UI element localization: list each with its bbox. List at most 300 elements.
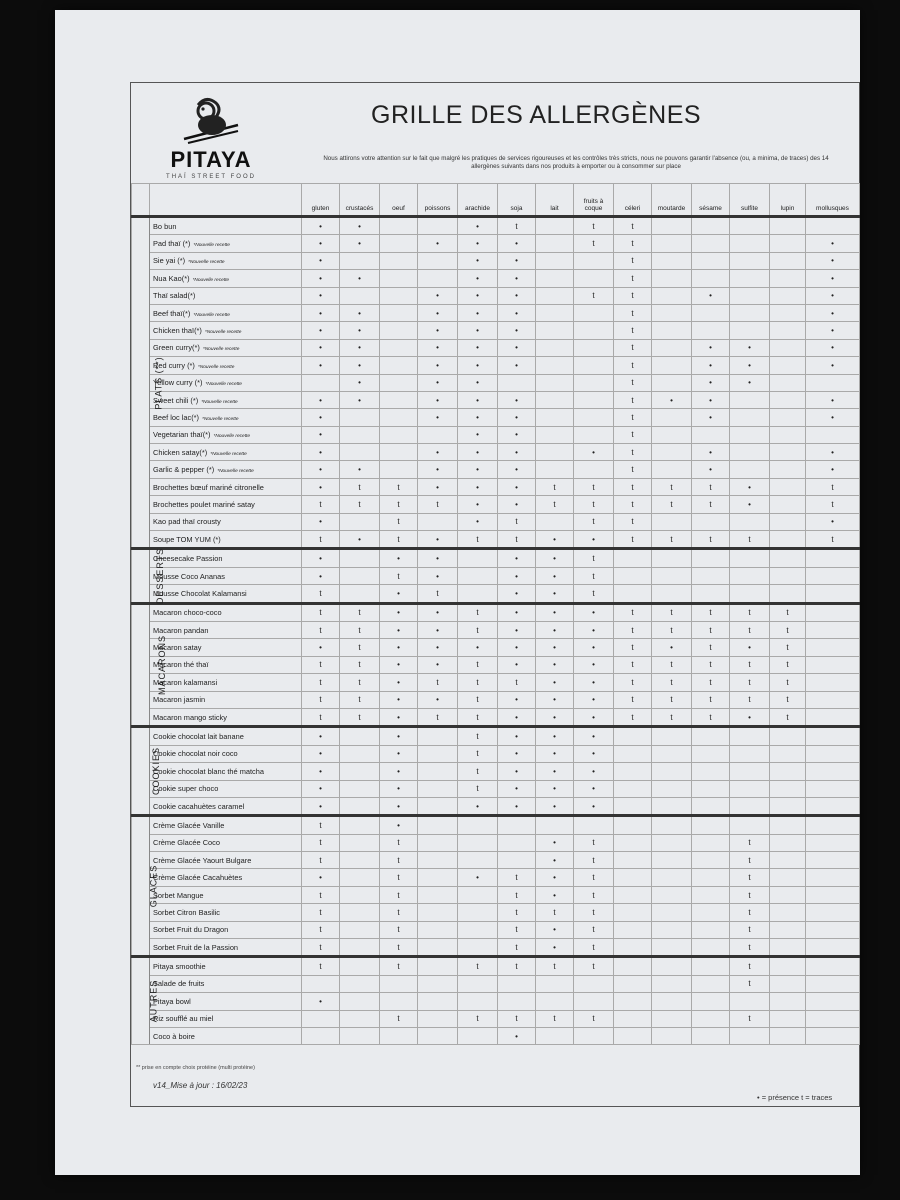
allergen-cell (806, 374, 860, 391)
allergen-cell: t (340, 674, 380, 691)
allergen-cell: t (614, 603, 652, 621)
allergen-cell: t (614, 426, 652, 443)
section-label (132, 217, 164, 549)
allergen-cell (652, 886, 692, 903)
allergen-cell: t (498, 1010, 536, 1027)
allergen-cell: t (614, 252, 652, 269)
allergen-cell: • (302, 639, 340, 656)
allergen-cell: • (498, 357, 536, 374)
allergen-cell: t (806, 496, 860, 513)
allergen-cell: • (380, 585, 418, 603)
table-row (132, 708, 860, 726)
table-row (132, 763, 860, 780)
allergen-cell: • (302, 322, 340, 339)
allergen-cell: • (806, 391, 860, 408)
product-name (150, 957, 302, 975)
allergen-cell: t (614, 691, 652, 708)
allergen-cell (730, 391, 770, 408)
allergen-cell: t (574, 886, 614, 903)
allergen-cell (418, 834, 458, 851)
allergen-cell (770, 852, 806, 869)
allergen-cell: • (574, 621, 614, 638)
allergen-cell: t (652, 478, 692, 495)
product-label: Macaron pandan (153, 625, 209, 635)
allergen-cell: • (418, 235, 458, 252)
allergen-cell (806, 549, 860, 567)
allergen-cell: t (340, 708, 380, 726)
allergen-cell (574, 461, 614, 478)
allergen-cell: t (380, 939, 418, 957)
allergen-cell: • (380, 797, 418, 815)
allergen-cell: t (302, 691, 340, 708)
product-name (150, 763, 302, 780)
allergen-cell (380, 270, 418, 287)
allergen-cell: t (574, 287, 614, 304)
allergen-cell: • (418, 567, 458, 584)
allergen-cell (770, 797, 806, 815)
allergen-cell: • (418, 639, 458, 656)
allergen-cell: • (692, 409, 730, 426)
allergen-cell: • (574, 674, 614, 691)
product-name (150, 426, 302, 443)
allergen-cell: • (730, 339, 770, 356)
allergen-cell (458, 886, 498, 903)
allergen-cell (806, 852, 860, 869)
allergen-cell (692, 745, 730, 762)
allergen-cell (652, 374, 692, 391)
table-row (132, 252, 860, 269)
allergen-cell (770, 886, 806, 903)
allergen-cell: t (498, 904, 536, 921)
allergen-cell: • (806, 235, 860, 252)
table-row (132, 834, 860, 851)
allergen-cell: t (340, 478, 380, 495)
allergen-cell (418, 270, 458, 287)
allergen-cell: • (806, 444, 860, 461)
allergen-cell (770, 339, 806, 356)
allergen-cell (730, 409, 770, 426)
allergen-cell (536, 235, 574, 252)
allergen-cell (536, 339, 574, 356)
new-recipe-note: *Nouvelle recette (210, 451, 247, 457)
allergen-cell: • (536, 656, 574, 673)
allergen-cell (652, 287, 692, 304)
allergen-cell: t (770, 708, 806, 726)
product-label: Yellow curry (*) (153, 378, 203, 388)
allergen-cell (614, 797, 652, 815)
allergen-cell: • (806, 287, 860, 304)
allergen-cell: t (614, 656, 652, 673)
allergen-cell: t (652, 621, 692, 638)
allergen-cell: t (730, 674, 770, 691)
allergen-cell: t (498, 939, 536, 957)
table-row (132, 656, 860, 673)
column-header: soja (498, 184, 536, 217)
allergen-cell (806, 921, 860, 938)
allergen-cell (418, 217, 458, 235)
allergen-cell (418, 780, 458, 797)
product-label: Salade de fruits (153, 979, 205, 989)
allergen-cell: • (536, 567, 574, 584)
allergen-cell: t (692, 708, 730, 726)
product-label: Sie yai (*) (153, 256, 186, 266)
allergen-cell (614, 549, 652, 567)
product-label: Soupe TOM YUM (*) (153, 534, 221, 544)
allergen-cell: • (498, 549, 536, 567)
allergen-cell (614, 939, 652, 957)
allergen-cell: • (418, 374, 458, 391)
column-header: gluten (302, 184, 340, 217)
product-label: Sorbet Citron Basilic (153, 907, 220, 917)
product-label: Pitaya bowl (153, 996, 191, 1006)
allergen-cell: • (536, 921, 574, 938)
allergen-cell: • (498, 270, 536, 287)
product-label: Nua Kao(*) (153, 273, 190, 283)
allergen-cell (340, 409, 380, 426)
allergen-cell: t (302, 957, 340, 975)
allergen-cell (692, 252, 730, 269)
section-label (132, 727, 162, 816)
allergen-cell (458, 816, 498, 834)
allergen-cell: • (418, 339, 458, 356)
allergen-cell: t (302, 621, 340, 638)
allergen-cell (614, 921, 652, 938)
allergen-cell: t (574, 496, 614, 513)
allergen-cell: t (614, 287, 652, 304)
allergen-cell (574, 252, 614, 269)
allergen-cell: • (536, 886, 574, 903)
allergen-cell (418, 763, 458, 780)
allergen-cell: • (340, 357, 380, 374)
allergen-cell (652, 1027, 692, 1044)
allergen-cell: • (302, 252, 340, 269)
product-name (150, 252, 302, 269)
allergen-cell: • (692, 391, 730, 408)
table-row (132, 304, 860, 321)
allergen-cell: • (340, 304, 380, 321)
allergen-cell: • (498, 780, 536, 797)
allergen-cell: t (614, 391, 652, 408)
allergen-cell (652, 322, 692, 339)
allergen-cell (770, 904, 806, 921)
allergen-cell: t (614, 444, 652, 461)
allergen-cell (340, 797, 380, 815)
allergen-cell (380, 426, 418, 443)
allergen-cell: • (498, 426, 536, 443)
brand-tagline: THAÏ STREET FOOD (166, 174, 256, 180)
allergen-cell (652, 409, 692, 426)
allergen-cell: t (340, 603, 380, 621)
allergen-cell: • (302, 287, 340, 304)
allergen-cell: • (302, 797, 340, 815)
section-label (132, 816, 159, 957)
allergen-cell: • (380, 745, 418, 762)
allergen-table (131, 183, 860, 1045)
column-header: arachide (458, 184, 498, 217)
allergen-cell (418, 886, 458, 903)
allergen-cell: • (418, 691, 458, 708)
allergen-cell: • (498, 763, 536, 780)
allergen-cell: t (692, 531, 730, 549)
allergen-cell (340, 834, 380, 851)
allergen-cell: t (380, 904, 418, 921)
allergen-cell (806, 939, 860, 957)
allergen-cell (770, 921, 806, 938)
allergen-cell (806, 1027, 860, 1044)
allergen-cell: • (574, 745, 614, 762)
allergen-cell: • (536, 674, 574, 691)
allergen-cell (770, 763, 806, 780)
allergen-cell: • (806, 270, 860, 287)
allergen-cell: • (458, 426, 498, 443)
allergen-cell: • (302, 780, 340, 797)
allergen-cell: t (770, 656, 806, 673)
allergen-cell: t (458, 674, 498, 691)
allergen-cell (340, 252, 380, 269)
allergen-cell: • (536, 797, 574, 815)
allergen-cell: • (692, 357, 730, 374)
allergen-cell (536, 304, 574, 321)
allergen-cell (418, 797, 458, 815)
allergen-cell (652, 745, 692, 762)
allergen-cell (652, 957, 692, 975)
allergen-cell (380, 975, 418, 992)
allergen-cell (418, 1027, 458, 1044)
product-name (150, 745, 302, 762)
product-name (150, 691, 302, 708)
allergen-cell (536, 975, 574, 992)
allergen-cell: t (536, 496, 574, 513)
allergen-cell (652, 975, 692, 992)
allergen-cell: t (498, 513, 536, 530)
allergen-cell (614, 727, 652, 745)
table-row (132, 621, 860, 638)
allergen-cell: • (498, 339, 536, 356)
product-label: Cookie cacahuètes caramel (153, 801, 245, 811)
allergen-cell (770, 426, 806, 443)
allergen-cell: • (380, 621, 418, 638)
allergen-cell: t (302, 585, 340, 603)
allergen-cell: t (730, 869, 770, 886)
allergen-cell: t (458, 621, 498, 638)
allergen-cell: • (380, 603, 418, 621)
allergen-cell: • (458, 797, 498, 815)
product-label: Thaï salad(*) (153, 291, 196, 301)
allergen-cell: t (652, 674, 692, 691)
allergen-cell: t (498, 217, 536, 235)
allergen-cell: • (806, 461, 860, 478)
allergen-cell (770, 1027, 806, 1044)
product-label: Sorbet Fruit de la Passion (153, 942, 239, 952)
column-header: fruits à coque (574, 184, 614, 217)
allergen-cell: t (418, 674, 458, 691)
table-row (132, 639, 860, 656)
allergen-cell (770, 287, 806, 304)
table-row (132, 444, 860, 461)
allergen-cell: • (302, 869, 340, 886)
allergen-cell (536, 444, 574, 461)
allergen-cell: • (806, 409, 860, 426)
allergen-cell (458, 852, 498, 869)
allergen-cell (806, 1010, 860, 1027)
allergen-cell (302, 1010, 340, 1027)
product-name (150, 357, 302, 374)
allergen-cell: t (614, 374, 652, 391)
table-row (132, 461, 860, 478)
new-recipe-note: *Nouvelle recette (197, 364, 235, 370)
allergen-cell (692, 567, 730, 584)
allergen-cell: t (302, 886, 340, 903)
section-plats (132, 217, 860, 549)
allergen-cell: • (574, 708, 614, 726)
allergen-cell: • (340, 461, 380, 478)
allergen-cell (340, 567, 380, 584)
allergen-cell: • (652, 391, 692, 408)
product-name (150, 852, 302, 869)
allergen-cell (770, 549, 806, 567)
table-row (132, 674, 860, 691)
allergen-cell: • (498, 478, 536, 495)
allergen-cell: • (498, 461, 536, 478)
allergen-cell (806, 816, 860, 834)
allergen-cell (418, 869, 458, 886)
allergen-cell (536, 1027, 574, 1044)
allergen-cell (770, 322, 806, 339)
table-row (132, 921, 860, 938)
table-row (132, 975, 860, 992)
allergen-cell (770, 567, 806, 584)
allergen-cell: • (806, 252, 860, 269)
allergen-cell (458, 904, 498, 921)
allergen-cell: • (302, 549, 340, 567)
allergen-cell: t (458, 780, 498, 797)
allergen-cell: t (302, 939, 340, 957)
section-macarons (132, 603, 860, 727)
allergen-cell (730, 816, 770, 834)
allergen-cell (730, 513, 770, 530)
allergen-cell: • (340, 391, 380, 408)
allergen-cell (574, 322, 614, 339)
allergen-cell (614, 852, 652, 869)
allergen-cell: • (536, 834, 574, 851)
allergen-cell: • (536, 727, 574, 745)
allergen-cell: • (458, 444, 498, 461)
product-name (150, 708, 302, 726)
allergen-cell: t (692, 656, 730, 673)
allergen-cell: t (730, 957, 770, 975)
allergen-cell: • (730, 639, 770, 656)
allergen-cell (380, 1027, 418, 1044)
allergen-cell: t (652, 656, 692, 673)
allergen-cell: • (498, 621, 536, 638)
allergen-cell: t (380, 513, 418, 530)
table-row (132, 322, 860, 339)
allergen-cell (652, 549, 692, 567)
allergen-cell (770, 869, 806, 886)
allergen-cell (806, 957, 860, 975)
column-header: moutarde (652, 184, 692, 217)
allergen-cell: • (302, 426, 340, 443)
product-name (150, 904, 302, 921)
allergen-cell: t (574, 513, 614, 530)
allergen-cell (380, 993, 418, 1010)
product-name (150, 1010, 302, 1027)
allergen-cell (770, 235, 806, 252)
allergen-cell (536, 816, 574, 834)
allergen-cell: • (418, 444, 458, 461)
allergen-cell: • (536, 531, 574, 549)
allergen-cell (652, 357, 692, 374)
allergen-cell: • (302, 478, 340, 495)
allergen-cell (806, 426, 860, 443)
product-label: Cookie super choco (153, 784, 219, 794)
allergen-cell: • (458, 235, 498, 252)
product-label: Vegetarian thaï(*) (153, 430, 211, 440)
allergen-cell (536, 391, 574, 408)
new-recipe-note: *Nouvelle recette (193, 243, 230, 249)
section-autres (132, 957, 860, 1045)
allergen-cell: t (380, 1010, 418, 1027)
product-label: Macaron satay (153, 643, 202, 653)
allergen-cell (806, 780, 860, 797)
allergen-cell: • (536, 869, 574, 886)
table-row (132, 496, 860, 513)
footnote: ** prise en compte choix protéine (multi protéine) (136, 1065, 255, 1071)
product-name (150, 603, 302, 621)
allergen-cell: • (536, 708, 574, 726)
allergen-cell (806, 585, 860, 603)
allergen-cell: • (302, 235, 340, 252)
allergen-cell: t (536, 904, 574, 921)
product-label: Sorbet Mangue (153, 890, 204, 900)
allergen-cell: t (340, 639, 380, 656)
allergen-cell (418, 921, 458, 938)
table-row (132, 409, 860, 426)
allergen-cell: t (380, 921, 418, 938)
product-name (150, 287, 302, 304)
allergen-cell: • (458, 357, 498, 374)
allergen-cell (692, 957, 730, 975)
table-row (132, 904, 860, 921)
allergen-cell (614, 763, 652, 780)
allergen-cell: t (380, 834, 418, 851)
allergen-cell (806, 745, 860, 762)
allergen-cell: • (498, 252, 536, 269)
allergen-cell (652, 235, 692, 252)
allergen-cell: t (692, 496, 730, 513)
section-label (132, 957, 159, 1045)
allergen-cell (418, 852, 458, 869)
table-row (132, 939, 860, 957)
allergen-cell (770, 993, 806, 1010)
allergen-cell: • (498, 287, 536, 304)
table-row (132, 531, 860, 549)
allergen-cell: t (418, 585, 458, 603)
allergen-cell (692, 852, 730, 869)
section-cookies (132, 727, 860, 816)
allergen-cell (692, 886, 730, 903)
allergen-cell (614, 816, 652, 834)
product-label: Red curry (*) (153, 360, 195, 370)
table-row (132, 993, 860, 1010)
allergen-cell (730, 585, 770, 603)
allergen-cell: • (498, 639, 536, 656)
allergen-cell: t (614, 339, 652, 356)
allergen-cell (380, 287, 418, 304)
product-name (150, 567, 302, 584)
allergen-cell: • (302, 513, 340, 530)
allergen-cell: • (692, 374, 730, 391)
